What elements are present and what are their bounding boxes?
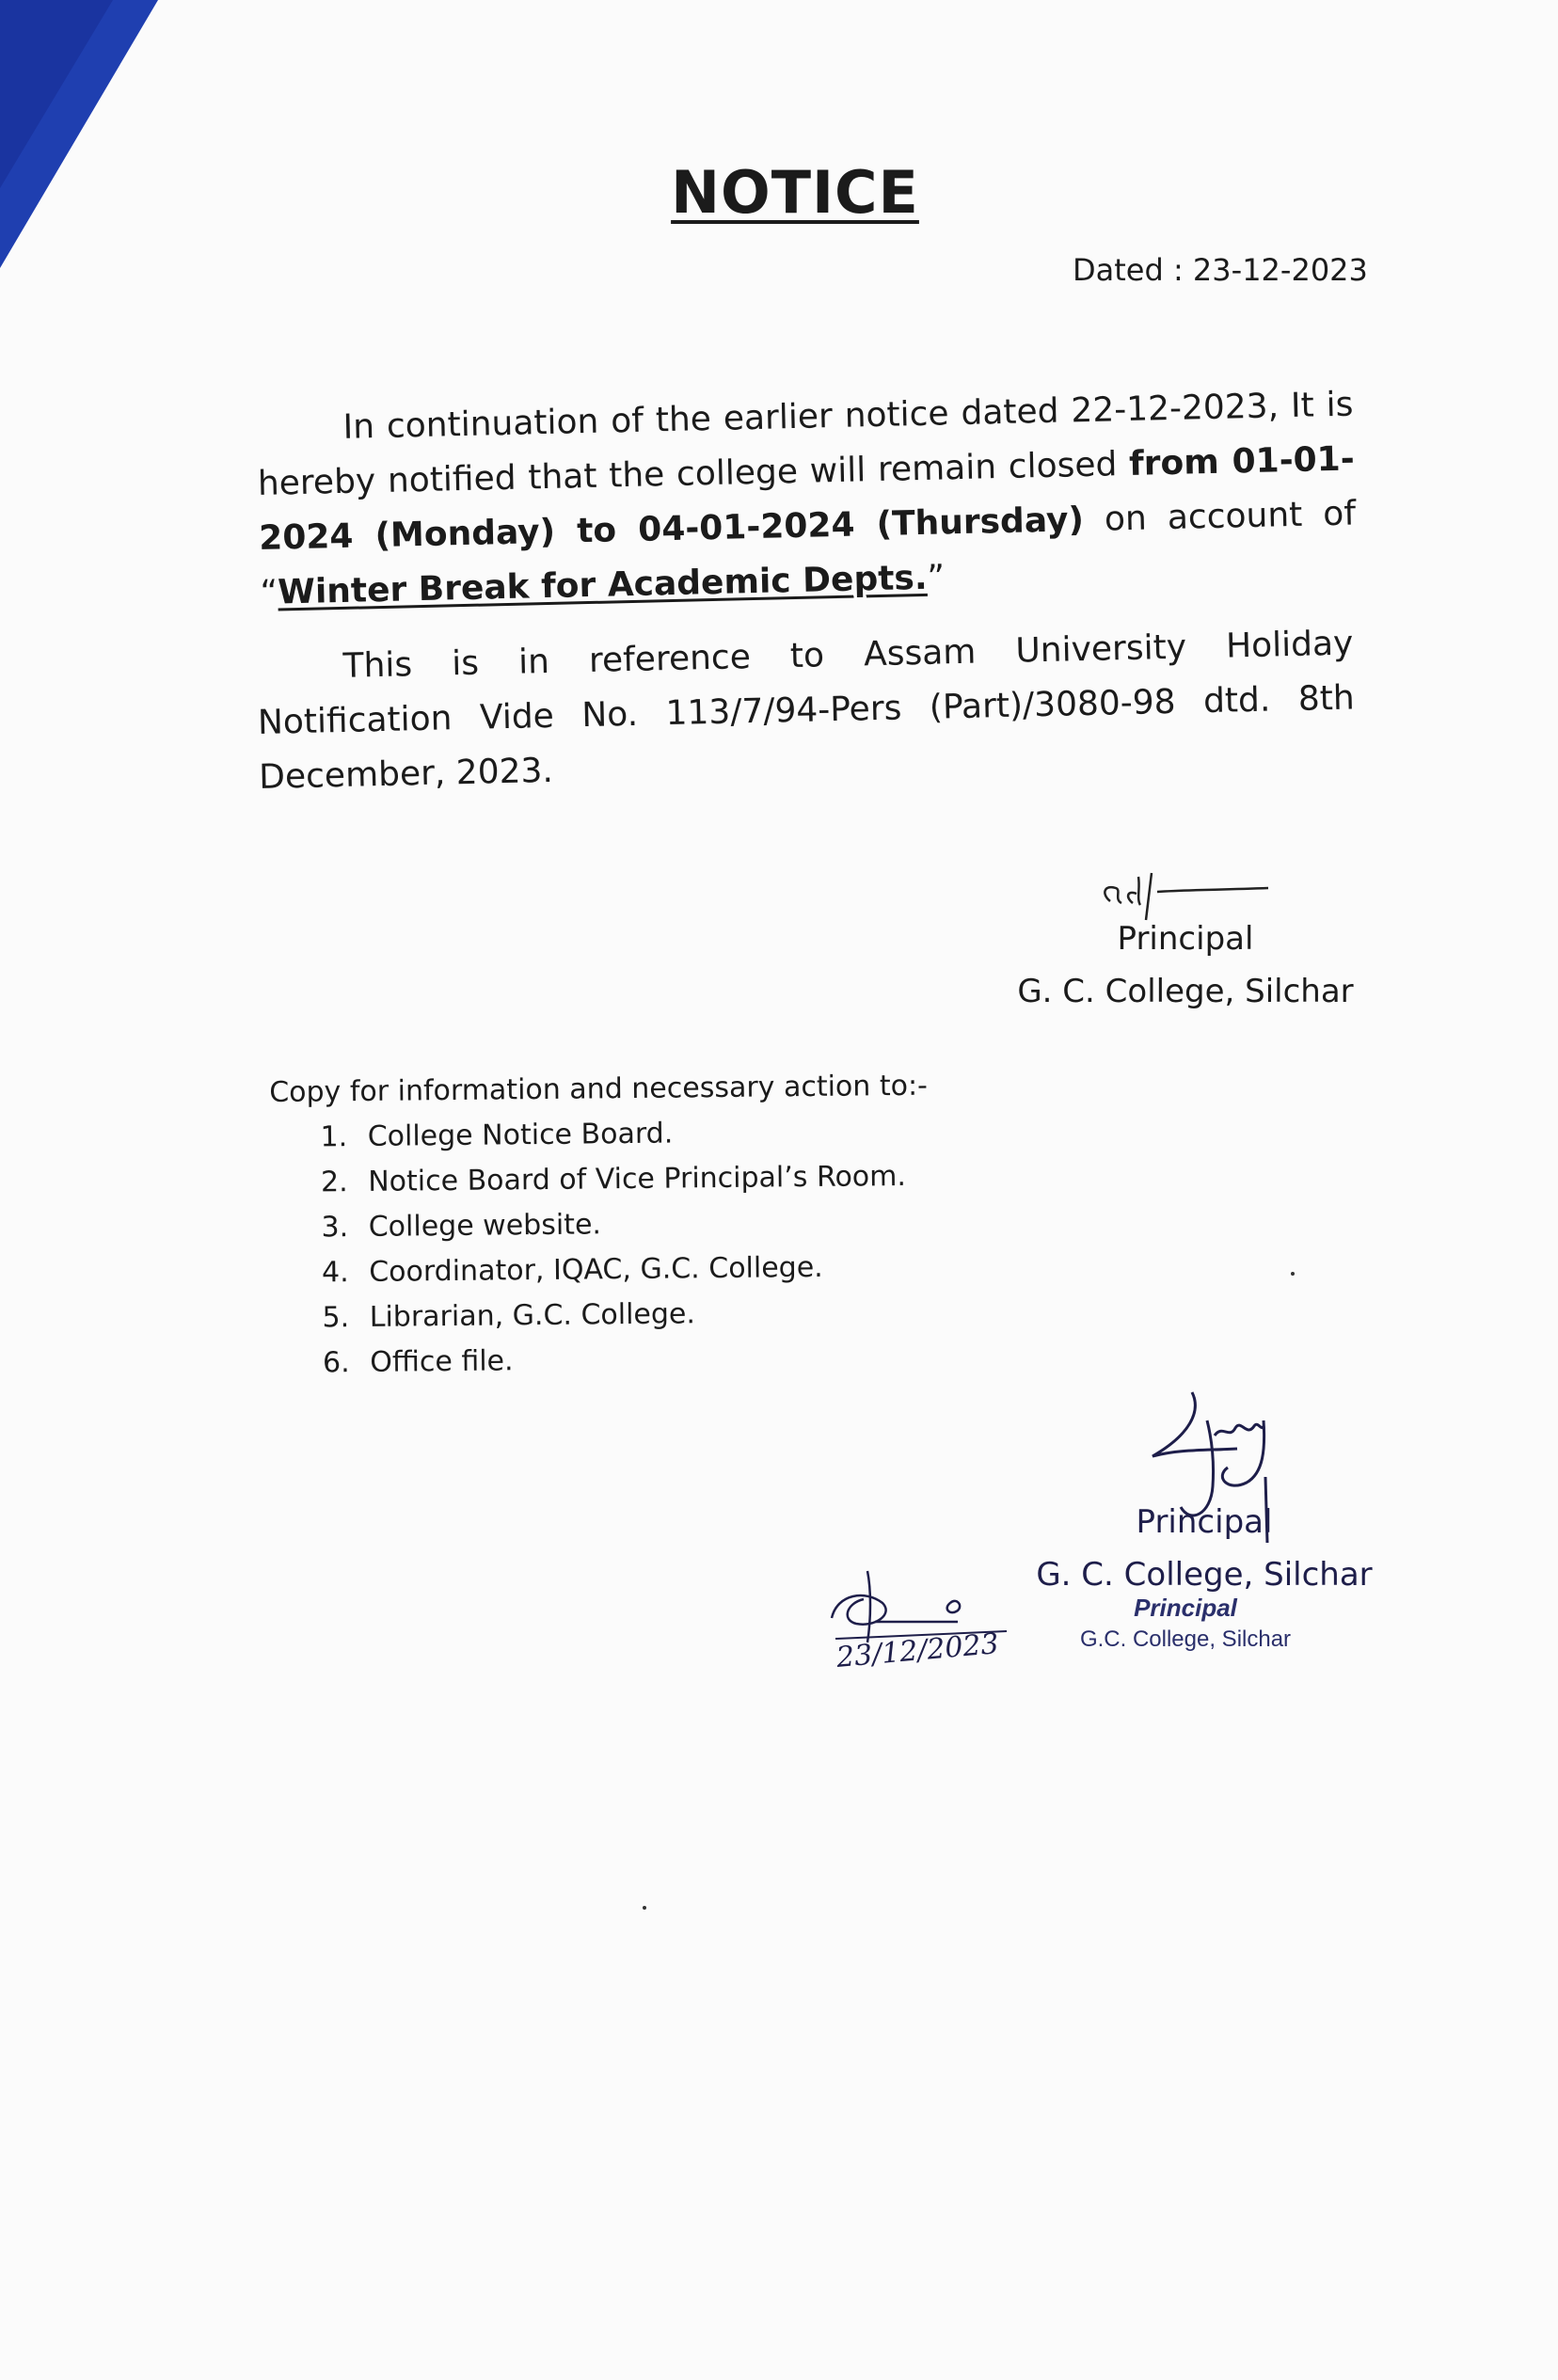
initial-date: 23/12/2023 <box>835 1627 1000 1674</box>
official-stamp <box>1035 1592 1336 1656</box>
break-reason: Winter Break for Academic Depts. <box>277 558 928 612</box>
ink-speck <box>1291 1272 1295 1276</box>
notice-paragraph-2: This is in reference to Assam University Holiday Notification Vide No. 113/7/94-Pers (Part)/3080-98 dtd. 8th December, 2023. <box>257 624 1356 797</box>
paragraph-1-text-c: ” <box>927 558 946 597</box>
list-item: 4. Coordinator, IQAC, G.C. College. <box>358 1245 930 1295</box>
signatory-block <box>1016 912 1355 1018</box>
initial-with-date <box>819 1552 1025 1674</box>
closure-dates: from 01-01-2024 (Monday) to 04-01-2024 (Thursday) <box>258 439 1356 558</box>
stamp-role: Principal <box>1134 1594 1237 1622</box>
signatory-institution: G. C. College, Silchar <box>1017 973 1354 1010</box>
list-item: 6. Office file. <box>358 1335 930 1386</box>
signature-institution: G. C. College, Silchar <box>1036 1556 1373 1594</box>
notice-date: Dated : 23-12-2023 <box>1073 252 1368 288</box>
blue-corner-decoration <box>0 0 169 282</box>
copy-to-section <box>269 1064 930 1387</box>
list-item: 3. College website. <box>358 1199 930 1250</box>
ink-speck <box>643 1906 646 1910</box>
copy-heading: Copy for information and necessary action to:- <box>269 1069 929 1109</box>
notice-title: NOTICE <box>671 158 919 227</box>
signature-block <box>1035 1496 1374 1601</box>
stamp-institution: G.C. College, Silchar <box>1079 1626 1292 1652</box>
list-item: 5. Librarian, G.C. College. <box>358 1290 930 1341</box>
paragraph-1-text-b: on account of “ <box>260 494 1357 612</box>
signatory-role: Principal <box>1117 920 1254 958</box>
list-item: 1. College Notice Board. <box>356 1109 928 1160</box>
notice-paragraph-1 <box>256 378 1358 621</box>
copy-list <box>270 1109 931 1387</box>
list-item: 2. Notice Board of Vice Principal’s Room. <box>357 1154 929 1205</box>
signature-role: Principal <box>1136 1503 1273 1541</box>
paragraph-1-text-a: In continuation of the earlier notice dated 22-12-2023, It is hereby notified that the college will remain closed <box>257 385 1354 503</box>
sd-label: Sd/- <box>1093 856 1095 857</box>
